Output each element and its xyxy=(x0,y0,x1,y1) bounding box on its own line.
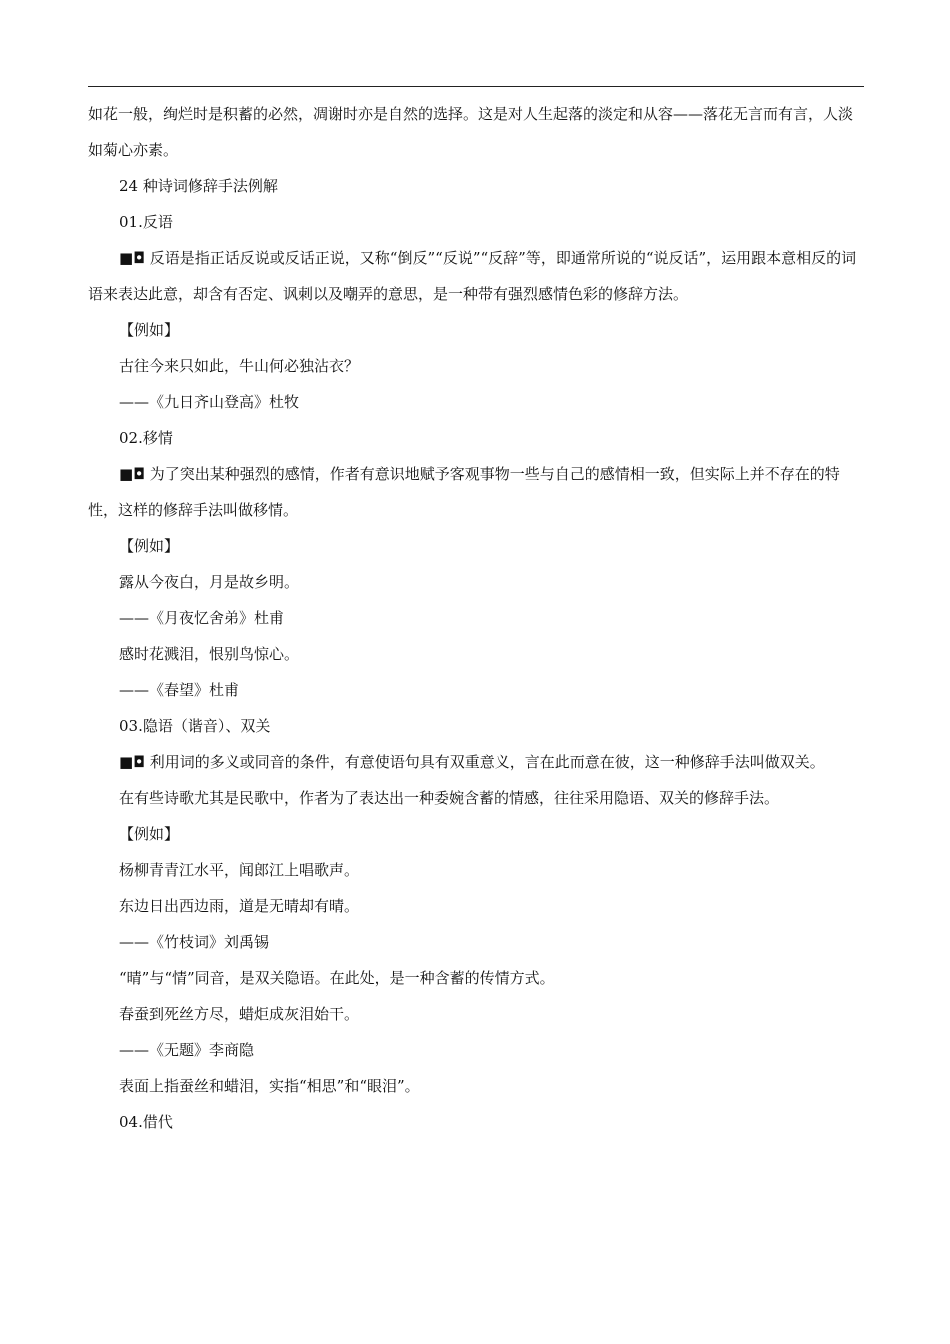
section-title: 24 种诗词修辞手法例解 xyxy=(119,177,278,195)
poem-line: 杨柳青青江水平，闻郎江上唱歌声。 xyxy=(119,861,360,879)
example-label: 【例如】 xyxy=(119,321,180,339)
example-label: 【例如】 xyxy=(119,825,180,843)
poem-source: ——《春望》杜甫 xyxy=(119,681,240,699)
header-rule xyxy=(88,86,864,87)
definition-02: ■◘ 为了突出某种强烈的感情，作者有意识地赋予客观事物一些与自己的感情相一致，但实际上并不存在的特性，这样的修辞手法叫做移情。 xyxy=(88,465,840,519)
poem-source: ——《月夜忆舍弟》杜甫 xyxy=(119,609,285,627)
poem-source: ——《竹枝词》刘禹锡 xyxy=(119,933,270,951)
example-label: 【例如】 xyxy=(119,537,180,555)
annotation: 表面上指蚕丝和蜡泪，实指“相思”和“眼泪”。 xyxy=(119,1077,420,1095)
document-body xyxy=(88,105,864,1140)
heading-04: 04.借代 xyxy=(119,1113,173,1131)
poem-line: 感时花溅泪，恨别鸟惊心。 xyxy=(119,645,300,663)
heading-01: 01.反语 xyxy=(119,213,173,231)
heading-02: 02.移情 xyxy=(119,429,173,447)
definition-01: ■◘ 反语是指正话反说或反话正说，又称“倒反”“反说”“反辞”等，即通常所说的“说反话”，运用跟本意相反的词语来表达此意，却含有否定、讽刺以及嘲弄的意思，是一种带有强烈感情色彩的修辞方法。 xyxy=(88,249,857,303)
annotation: “晴”与“情”同音，是双关隐语。在此处，是一种含蓄的传情方式。 xyxy=(119,969,555,987)
explanation-paragraph: 在有些诗歌尤其是民歌中，作者为了表达出一种委婉含蓄的情感，往往采用隐语、双关的修辞手法。 xyxy=(119,789,780,807)
paragraph-intro: 如花一般，绚烂时是积蓄的必然，凋谢时亦是自然的选择。这是对人生起落的淡定和从容——落花无言而有言，人淡如菊心亦素。 xyxy=(88,105,854,159)
poem-line: 东边日出西边雨，道是无晴却有晴。 xyxy=(119,897,360,915)
poem-line: 露从今夜白，月是故乡明。 xyxy=(119,573,300,591)
poem-line: 春蚕到死丝方尽，蜡炬成灰泪始干。 xyxy=(119,1005,360,1023)
poem-source: ——《无题》李商隐 xyxy=(119,1041,255,1059)
poem-line: 古往今来只如此，牛山何必独沾衣？ xyxy=(119,357,360,375)
heading-03: 03.隐语（谐音）、双关 xyxy=(119,717,271,735)
definition-03: ■◘ 利用词的多义或同音的条件，有意使语句具有双重意义，言在此而意在彼，这一种修辞手法叫做双关。 xyxy=(119,753,825,771)
poem-source: ——《九日齐山登高》杜牧 xyxy=(119,393,300,411)
